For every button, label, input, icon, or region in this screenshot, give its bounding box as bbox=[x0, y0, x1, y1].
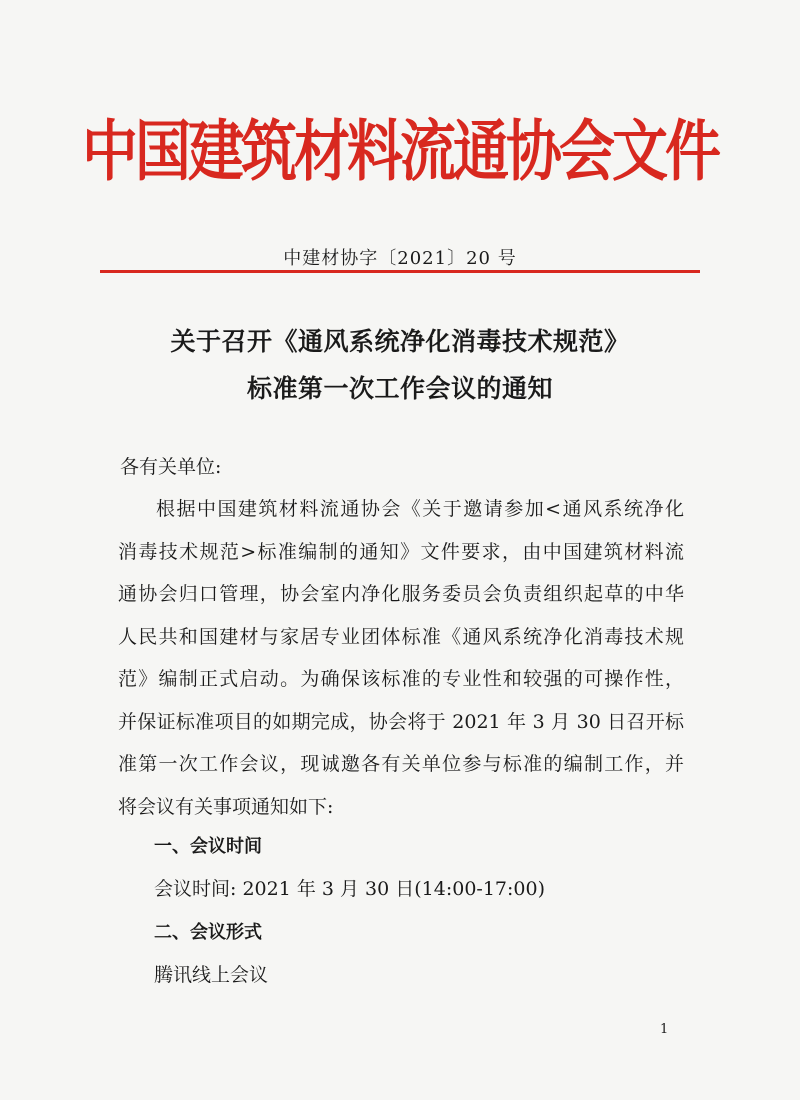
page-number: 1 bbox=[660, 1022, 669, 1037]
body-paragraph bbox=[118, 488, 684, 828]
paragraph-line: 将会议有关事项通知如下: bbox=[118, 795, 334, 818]
notice-title-line-1: 关于召开《通风系统净化消毒技术规范》 bbox=[170, 327, 630, 356]
paragraph-line: 范》编制正式启动。为确保该标准的专业性和较强的可操作性， bbox=[118, 668, 684, 690]
section-heading-meeting-format: 二、会议形式 bbox=[154, 922, 262, 943]
org-header-title: 中国建筑材料流通协会文件 bbox=[82, 114, 718, 191]
paragraph-line: 通协会归口管理，协会室内净化服务委员会负责组织起草的中华 bbox=[118, 583, 684, 605]
notice-title bbox=[0, 318, 800, 412]
paragraph-line: 根据中国建筑材料流通协会《关于邀请参加<通风系统净化 bbox=[156, 498, 684, 520]
salutation: 各有关单位: bbox=[120, 456, 222, 478]
paragraph-line: 消毒技术规范>标准编制的通知》文件要求，由中国建筑材料流 bbox=[118, 540, 684, 563]
document-number: 中建材协字〔2021〕20 号 bbox=[283, 248, 517, 269]
section-heading-meeting-time: 一、会议时间 bbox=[154, 836, 262, 857]
paragraph-line: 准第一次工作会议，现诚邀各有关单位参与标准的编制工作，并 bbox=[118, 753, 684, 775]
notice-title-line-2: 标准第一次工作会议的通知 bbox=[246, 374, 553, 403]
section-content-meeting-time: 会议时间: 2021 年 3 月 30 日(14:00-17:00) bbox=[154, 878, 546, 900]
paragraph-line: 人民共和国建材与家居专业团体标准《通风系统净化消毒技术规 bbox=[118, 625, 684, 648]
section-content-meeting-format: 腾讯线上会议 bbox=[154, 964, 269, 986]
paragraph-line: 并保证标准项目的如期完成，协会将于 2021 年 3 月 30 日召开标 bbox=[118, 710, 684, 733]
header-red-divider bbox=[100, 270, 700, 273]
